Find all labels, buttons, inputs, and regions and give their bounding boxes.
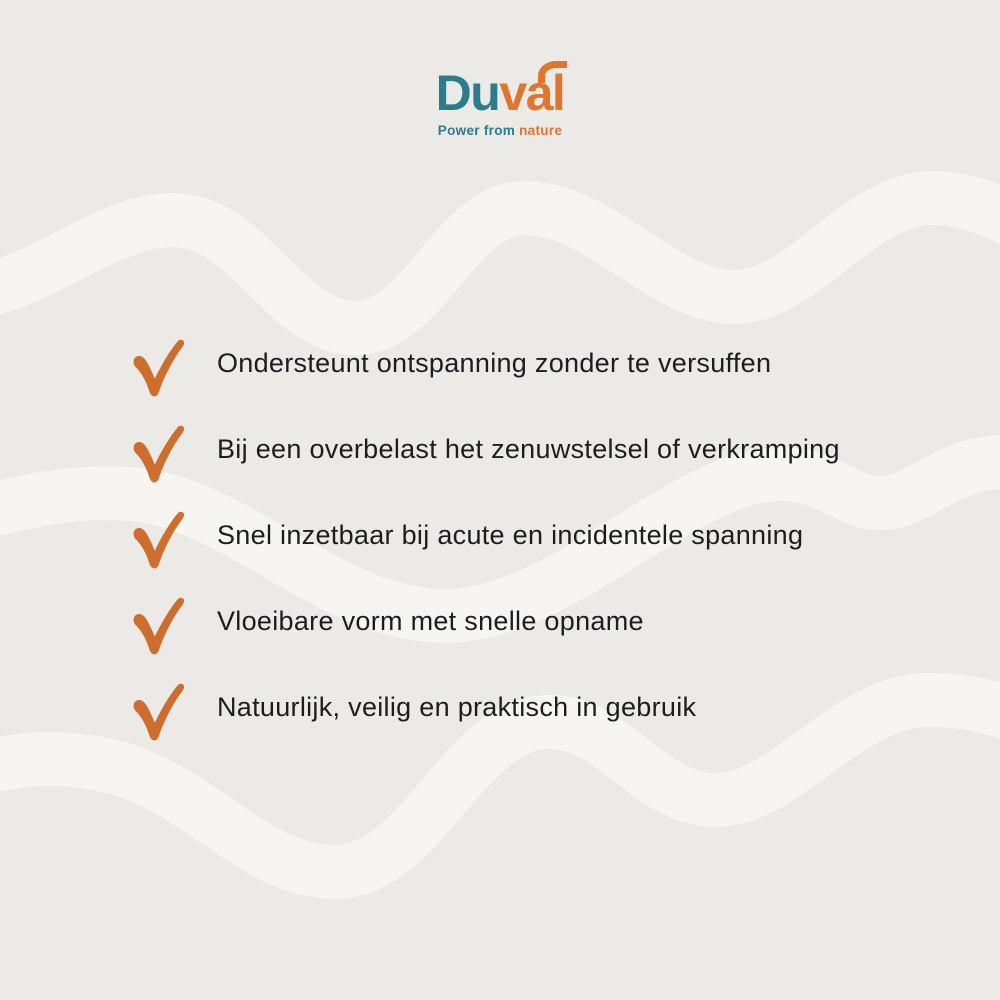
check-icon xyxy=(131,681,185,743)
checklist-item xyxy=(131,506,840,568)
checklist-item-label: Bij een overbelast het zenuwstelsel of verkramping xyxy=(217,433,840,464)
checklist-item-label: Snel inzetbaar bij acute en incidentele spanning xyxy=(217,519,804,550)
check-icon xyxy=(131,337,185,399)
brand-logo xyxy=(0,65,1000,138)
checklist-item xyxy=(131,334,840,396)
checklist-item xyxy=(131,592,840,654)
logo-l-curl-icon xyxy=(538,61,567,83)
check-icon xyxy=(131,509,185,571)
logo-tagline xyxy=(0,123,1000,138)
checklist-item-label: Vloeibare vorm met snelle opname xyxy=(217,605,644,636)
checklist-item xyxy=(131,420,840,482)
checklist-item xyxy=(131,678,840,740)
wave-top xyxy=(0,198,1000,328)
check-icon xyxy=(131,423,185,485)
benefits-checklist xyxy=(131,334,840,764)
checklist-item-label: Natuurlijk, veilig en praktisch in gebruik xyxy=(217,691,697,722)
tagline-power-from: Power from xyxy=(437,123,516,138)
logo-text-du: Du xyxy=(435,65,500,121)
tagline-nature: nature xyxy=(519,123,563,138)
logo-wordmark xyxy=(435,65,565,121)
checklist-item-label: Ondersteunt ontspanning zonder te versuffen xyxy=(217,347,772,378)
logo-text-val: val xyxy=(499,65,565,121)
check-icon xyxy=(131,595,185,657)
